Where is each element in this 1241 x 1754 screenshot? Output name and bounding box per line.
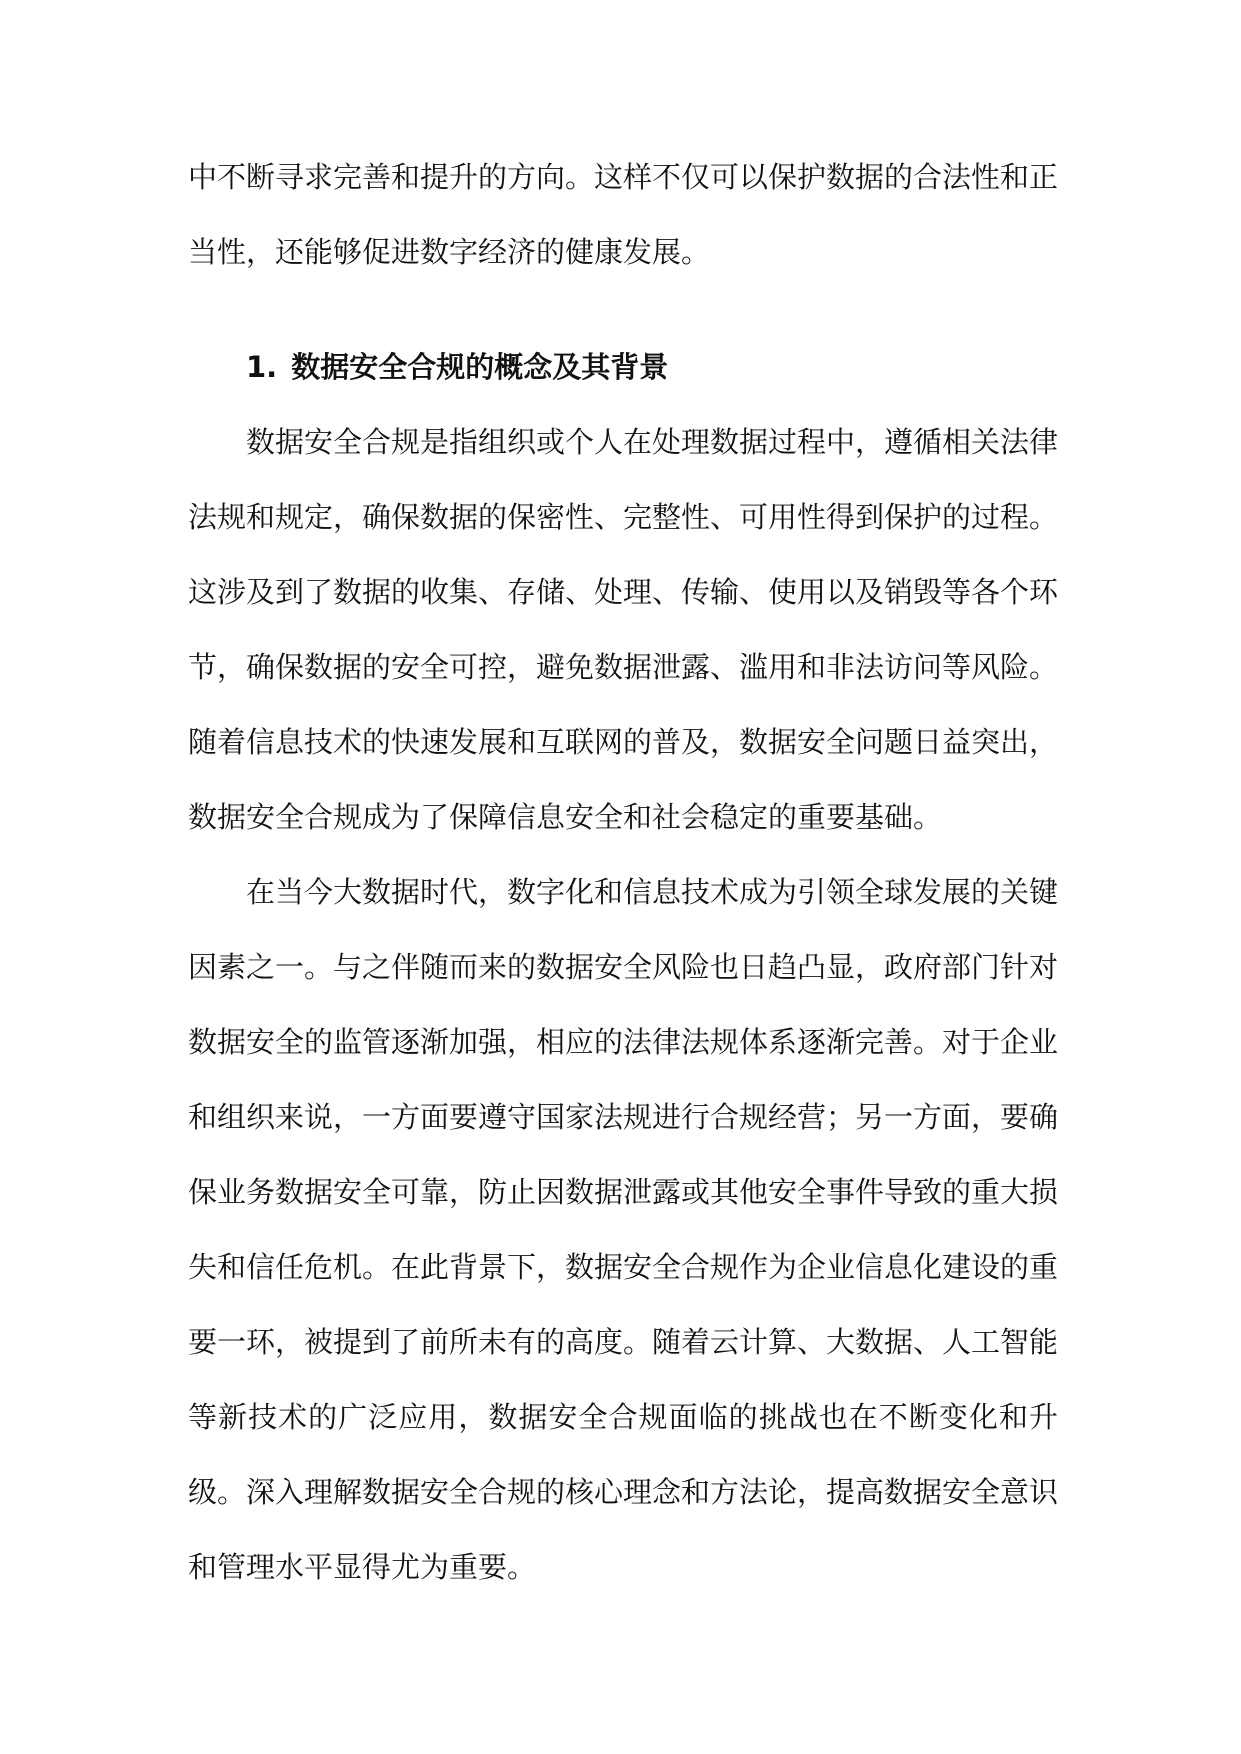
document-body <box>188 140 1058 1605</box>
paragraph-definition: 数据安全合规是指组织或个人在处理数据过程中，遵循相关法律法规和规定，确保数据的保密性、完整性、可用性得到保护的过程。这涉及到了数据的收集、存储、处理、传输、使用以及销毁等各个环节，确保数据的安全可控，避免数据泄露、滥用和非法访问等风险。随着信息技术的快速发展和互联网的普及，数据安全问题日益突出，数据安全合规成为了保障信息安全和社会稳定的重要基础。 <box>188 425 1059 834</box>
paragraph-continued: 中不断寻求完善和提升的方向。这样不仅可以保护数据的合法性和正当性，还能够促进数字经济的健康发展。 <box>188 160 1059 269</box>
section-title: 数据安全合规的概念及其背景 <box>291 350 669 384</box>
section-heading <box>188 330 1058 405</box>
paragraph-background: 在当今大数据时代，数字化和信息技术成为引领全球发展的关键因素之一。与之伴随而来的数据安全风险也日趋凸显，政府部门针对数据安全的监管逐渐加强，相应的法律法规体系逐渐完善。对于企业和组织来说，一方面要遵守国家法规进行合规经营；另一方面，要确保业务数据安全可靠，防止因数据泄露或其他安全事件导致的重大损失和信任危机。在此背景下，数据安全合规作为企业信息化建设的重要一环，被提到了前所未有的高度。随着云计算、大数据、人工智能等新技术的广泛应用，数据安全合规面临的挑战也在不断变化和升级。深入理解数据安全合规的核心理念和方法论，提高数据安全意识和管理水平显得尤为重要。 <box>188 875 1059 1584</box>
section-number: 1. <box>246 350 278 384</box>
